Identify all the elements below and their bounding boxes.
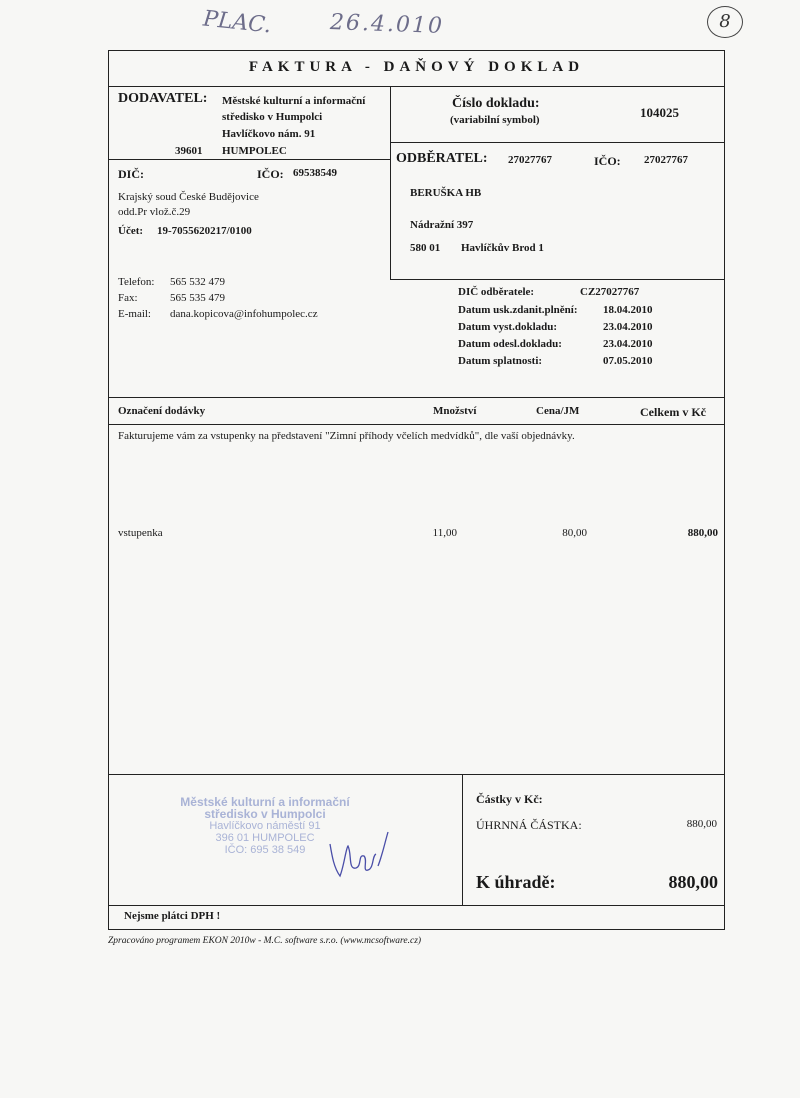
document-number-label: Číslo dokladu: [452, 96, 540, 111]
stamp-line-3: Havlíčkovo náměstí 91 [209, 820, 321, 832]
customer-box-bottom-border [390, 279, 725, 280]
customer-street: Nádražní 397 [410, 219, 474, 231]
item-quantity: 11,00 [432, 527, 457, 539]
items-header-bottom [108, 424, 725, 425]
stamp-line-5: IČO: 695 38 549 [224, 844, 306, 856]
customer-city: Havlíčkův Brod 1 [461, 242, 544, 254]
handwritten-date: 26.4.010 [329, 10, 445, 39]
customer-ico-label: IČO: [594, 154, 621, 168]
supplier-account: 19-7055620217/0100 [157, 225, 252, 237]
item-name: vstupenka [118, 527, 163, 539]
supplier-court-2: odd.Pr vlož.č.29 [118, 206, 191, 218]
sent-date-label: Datum odesl.dokladu: [458, 338, 562, 350]
customer-id: 27027767 [508, 154, 552, 166]
signature-icon [318, 826, 408, 886]
column-description: Označení dodávky [118, 405, 206, 417]
grand-total: 880,00 [686, 818, 717, 830]
document-number: 104025 [640, 105, 679, 120]
customer-label: ODBĚRATEL: [396, 151, 488, 166]
item-unit-price: 80,00 [562, 527, 587, 539]
column-quantity: Množství [433, 405, 477, 417]
footer-divider [108, 905, 725, 906]
customer-zip: 580 01 [410, 242, 441, 254]
stamp-line-4: 396 01 HUMPOLEC [215, 832, 315, 844]
items-intro: Fakturujeme vám za vstupenky na představení "Zimní příhody včelích medvídků", dle vaší objednávky. [118, 430, 575, 442]
software-footer: Zpracováno programem EKON 2010w - M.C. software s.r.o. (www.mcsoftware.cz) [108, 936, 422, 946]
stamp-line-2: středisko v Humpolci [204, 807, 326, 821]
customer-dic-label: DIČ odběratele: [458, 286, 535, 298]
vat-note: Nejsme plátci DPH ! [124, 910, 221, 922]
tax-date: 18.04.2010 [603, 304, 653, 316]
due-date-label: Datum splatnosti: [458, 355, 543, 367]
grand-total-label: ÚHRNNÁ ČÁSTKA: [476, 818, 582, 832]
items-bottom [108, 774, 725, 775]
supplier-email-label: E-mail: [118, 308, 151, 320]
supplier-name-1: Městské kulturní a informační [222, 95, 366, 107]
title-divider [108, 86, 725, 87]
supplier-email: dana.kopicova@infohumpolec.cz [170, 308, 318, 320]
tax-date-label: Datum usk.zdanit.plnění: [458, 304, 578, 316]
handwritten-page-number: 8 [707, 6, 743, 38]
customer-ico: 27027767 [644, 154, 688, 166]
supplier-divider [108, 159, 390, 160]
due-date: 07.05.2010 [603, 355, 653, 367]
customer-name: BERUŠKA HB [410, 187, 482, 199]
amount-due-label: K úhradě: [476, 872, 556, 892]
sent-date: 23.04.2010 [603, 338, 653, 350]
supplier-label: DODAVATEL: [118, 91, 208, 106]
totals-left-border [462, 774, 463, 905]
supplier-account-label: Účet: [118, 225, 144, 237]
items-header-top [108, 397, 725, 398]
supplier-court-1: Krajský soud České Budějovice [118, 191, 259, 203]
issued-date: 23.04.2010 [603, 321, 653, 333]
handwritten-note: PLAC. [201, 6, 273, 39]
supplier-ico-label: IČO: [257, 167, 284, 181]
supplier-dic-label: DIČ: [118, 167, 144, 181]
item-total: 880,00 [687, 527, 718, 539]
customer-box-left-border [390, 86, 391, 279]
supplier-phone: 565 532 479 [170, 276, 225, 288]
supplier-city: HUMPOLEC [222, 145, 287, 157]
supplier-fax-label: Fax: [118, 292, 138, 304]
column-unit-price: Cena/JM [536, 405, 580, 417]
invoice-title: FAKTURA - DAŇOVÝ DOKLAD [248, 59, 585, 75]
issued-date-label: Datum vyst.dokladu: [458, 321, 558, 333]
totals-heading: Částky v Kč: [476, 792, 543, 806]
supplier-zip: 39601 [175, 145, 203, 157]
supplier-fax: 565 535 479 [170, 292, 225, 304]
variable-symbol-label: (variabilní symbol) [450, 114, 540, 126]
amount-due: 880,00 [668, 872, 718, 892]
stamp-line-1: Městské kulturní a informační [180, 795, 350, 809]
supplier-ico: 69538549 [293, 167, 337, 179]
column-total: Celkem v Kč [640, 405, 706, 419]
supplier-name-2: středisko v Humpolci [222, 111, 323, 123]
supplier-phone-label: Telefon: [118, 276, 155, 288]
customer-dic: CZ27027767 [580, 286, 640, 298]
supplier-street: Havlíčkovo nám. 91 [222, 128, 316, 140]
customer-box-top-border [390, 142, 725, 143]
